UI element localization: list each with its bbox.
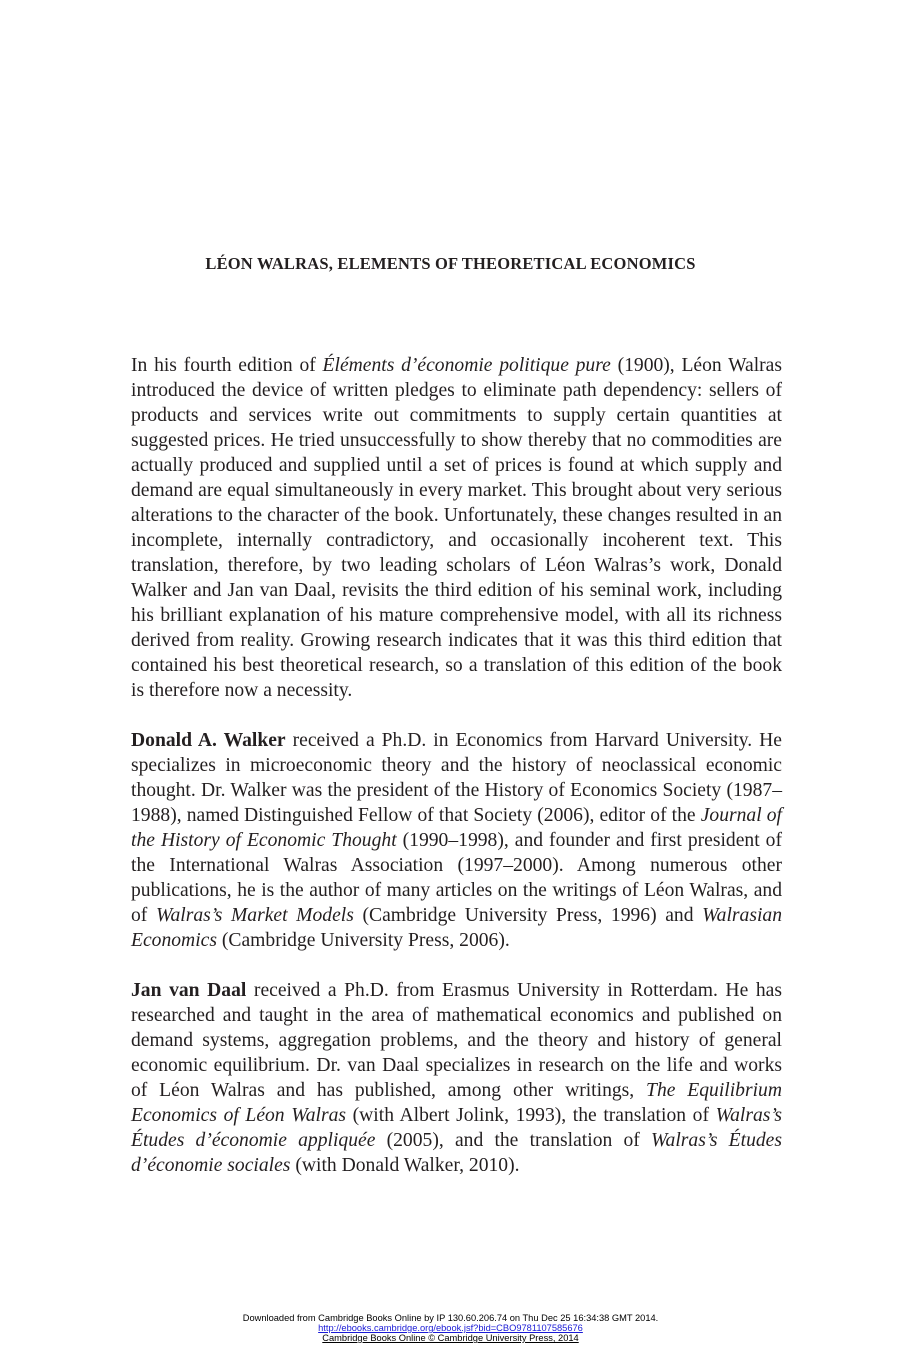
author-name: Donald A. Walker (131, 730, 286, 751)
book-title-italic: Walrasian Economics (131, 905, 782, 951)
author-name: Jan van Daal (131, 980, 247, 1001)
book-title-italic: The Equilibrium Economics of Léon Walras (131, 1080, 782, 1126)
ebook-link[interactable]: http://ebooks.cambridge.org/ebook.jsf?bid=CBO9781107585676 (318, 1323, 583, 1333)
book-description-paragraph (131, 353, 782, 703)
text-run: received a Ph.D. from Erasmus University in Rotterdam. He has researched and taught in the area of mathematical economics and published on demand systems, aggregation problems, and the theory and history of general economic equilibrium. Dr. van Daal specializes in research on the life and works of Léon Walras and has published, among other writings, (131, 980, 782, 1101)
text-run: (Cambridge University Press, 1996) and (353, 905, 703, 926)
book-title-italic: Walras’s Études d’économie appliquée (131, 1105, 783, 1151)
journal-title-italic: Journal of the History of Economic Thought (131, 805, 783, 851)
text-run: (with Donald Walker, 2010). (290, 1155, 520, 1176)
copyright-notice: Cambridge Books Online © Cambridge University Press, 2014 (322, 1333, 579, 1343)
text-run: (1900), Léon Walras introduced the device of written pledges to eliminate path dependency: sellers of products and services write out commitments to supply certain quantities at suggested prices. He tried unsuccessfully to show thereby that no commodities are actually produced and supplied until a set of prices is found at which supply and demand are equal simultaneously in every market. This brought about very serious alterations to the character of the book. Unfortunately, these changes resulted in an incomplete, internally contradictory, and occasionally incoherent text. This translation, therefore, by two leading scholars of Léon Walras’s work, Donald Walker and Jan van Daal, revisits the third edition of his seminal work, including his brilliant explanation of his mature comprehensive model, with all its richness derived from reality. Growing research indicates that it was this third edition that contained his best theoretical research, so a translation of this edition of the book is therefore now a necessity. (131, 355, 783, 701)
text-run: (2005), and the translation of (375, 1130, 652, 1151)
text-run: (with Albert Jolink, 1993), the translation of (346, 1105, 716, 1126)
book-title-italic: Walras’s Études d’économie sociales (131, 1130, 782, 1176)
text-run: (1990–1998), and founder and first president of the International Walras Association (1997–2000). Among numerous other publications, he is the author of many articles on the writings of Léon Walras, and of (131, 830, 782, 926)
book-title-italic: Walras’s Market Models (155, 905, 354, 926)
page-title: LÉON WALRAS, ELEMENTS OF THEORETICAL ECONOMICS (205, 254, 696, 273)
book-title-italic: Éléments d’économie politique pure (322, 355, 611, 376)
download-notice: Downloaded from Cambridge Books Online by IP 130.60.206.74 on Thu Dec 25 16:34:38 GMT 2014. (242, 1313, 659, 1323)
text-run: (Cambridge University Press, 2006). (216, 930, 510, 951)
author-bio-walker (131, 728, 782, 953)
download-footer (0, 1313, 901, 1343)
text-run: In his fourth edition of (131, 355, 323, 376)
text-run: received a Ph.D. in Economics from Harvard University. He specializes in microeconomic theory and the history of neoclassical economic thought. Dr. Walker was the president of the History of Economics Society (1987–1988), named Distinguished Fellow of that Society (2006), editor of the (131, 730, 782, 826)
author-bio-van-daal (131, 978, 782, 1178)
